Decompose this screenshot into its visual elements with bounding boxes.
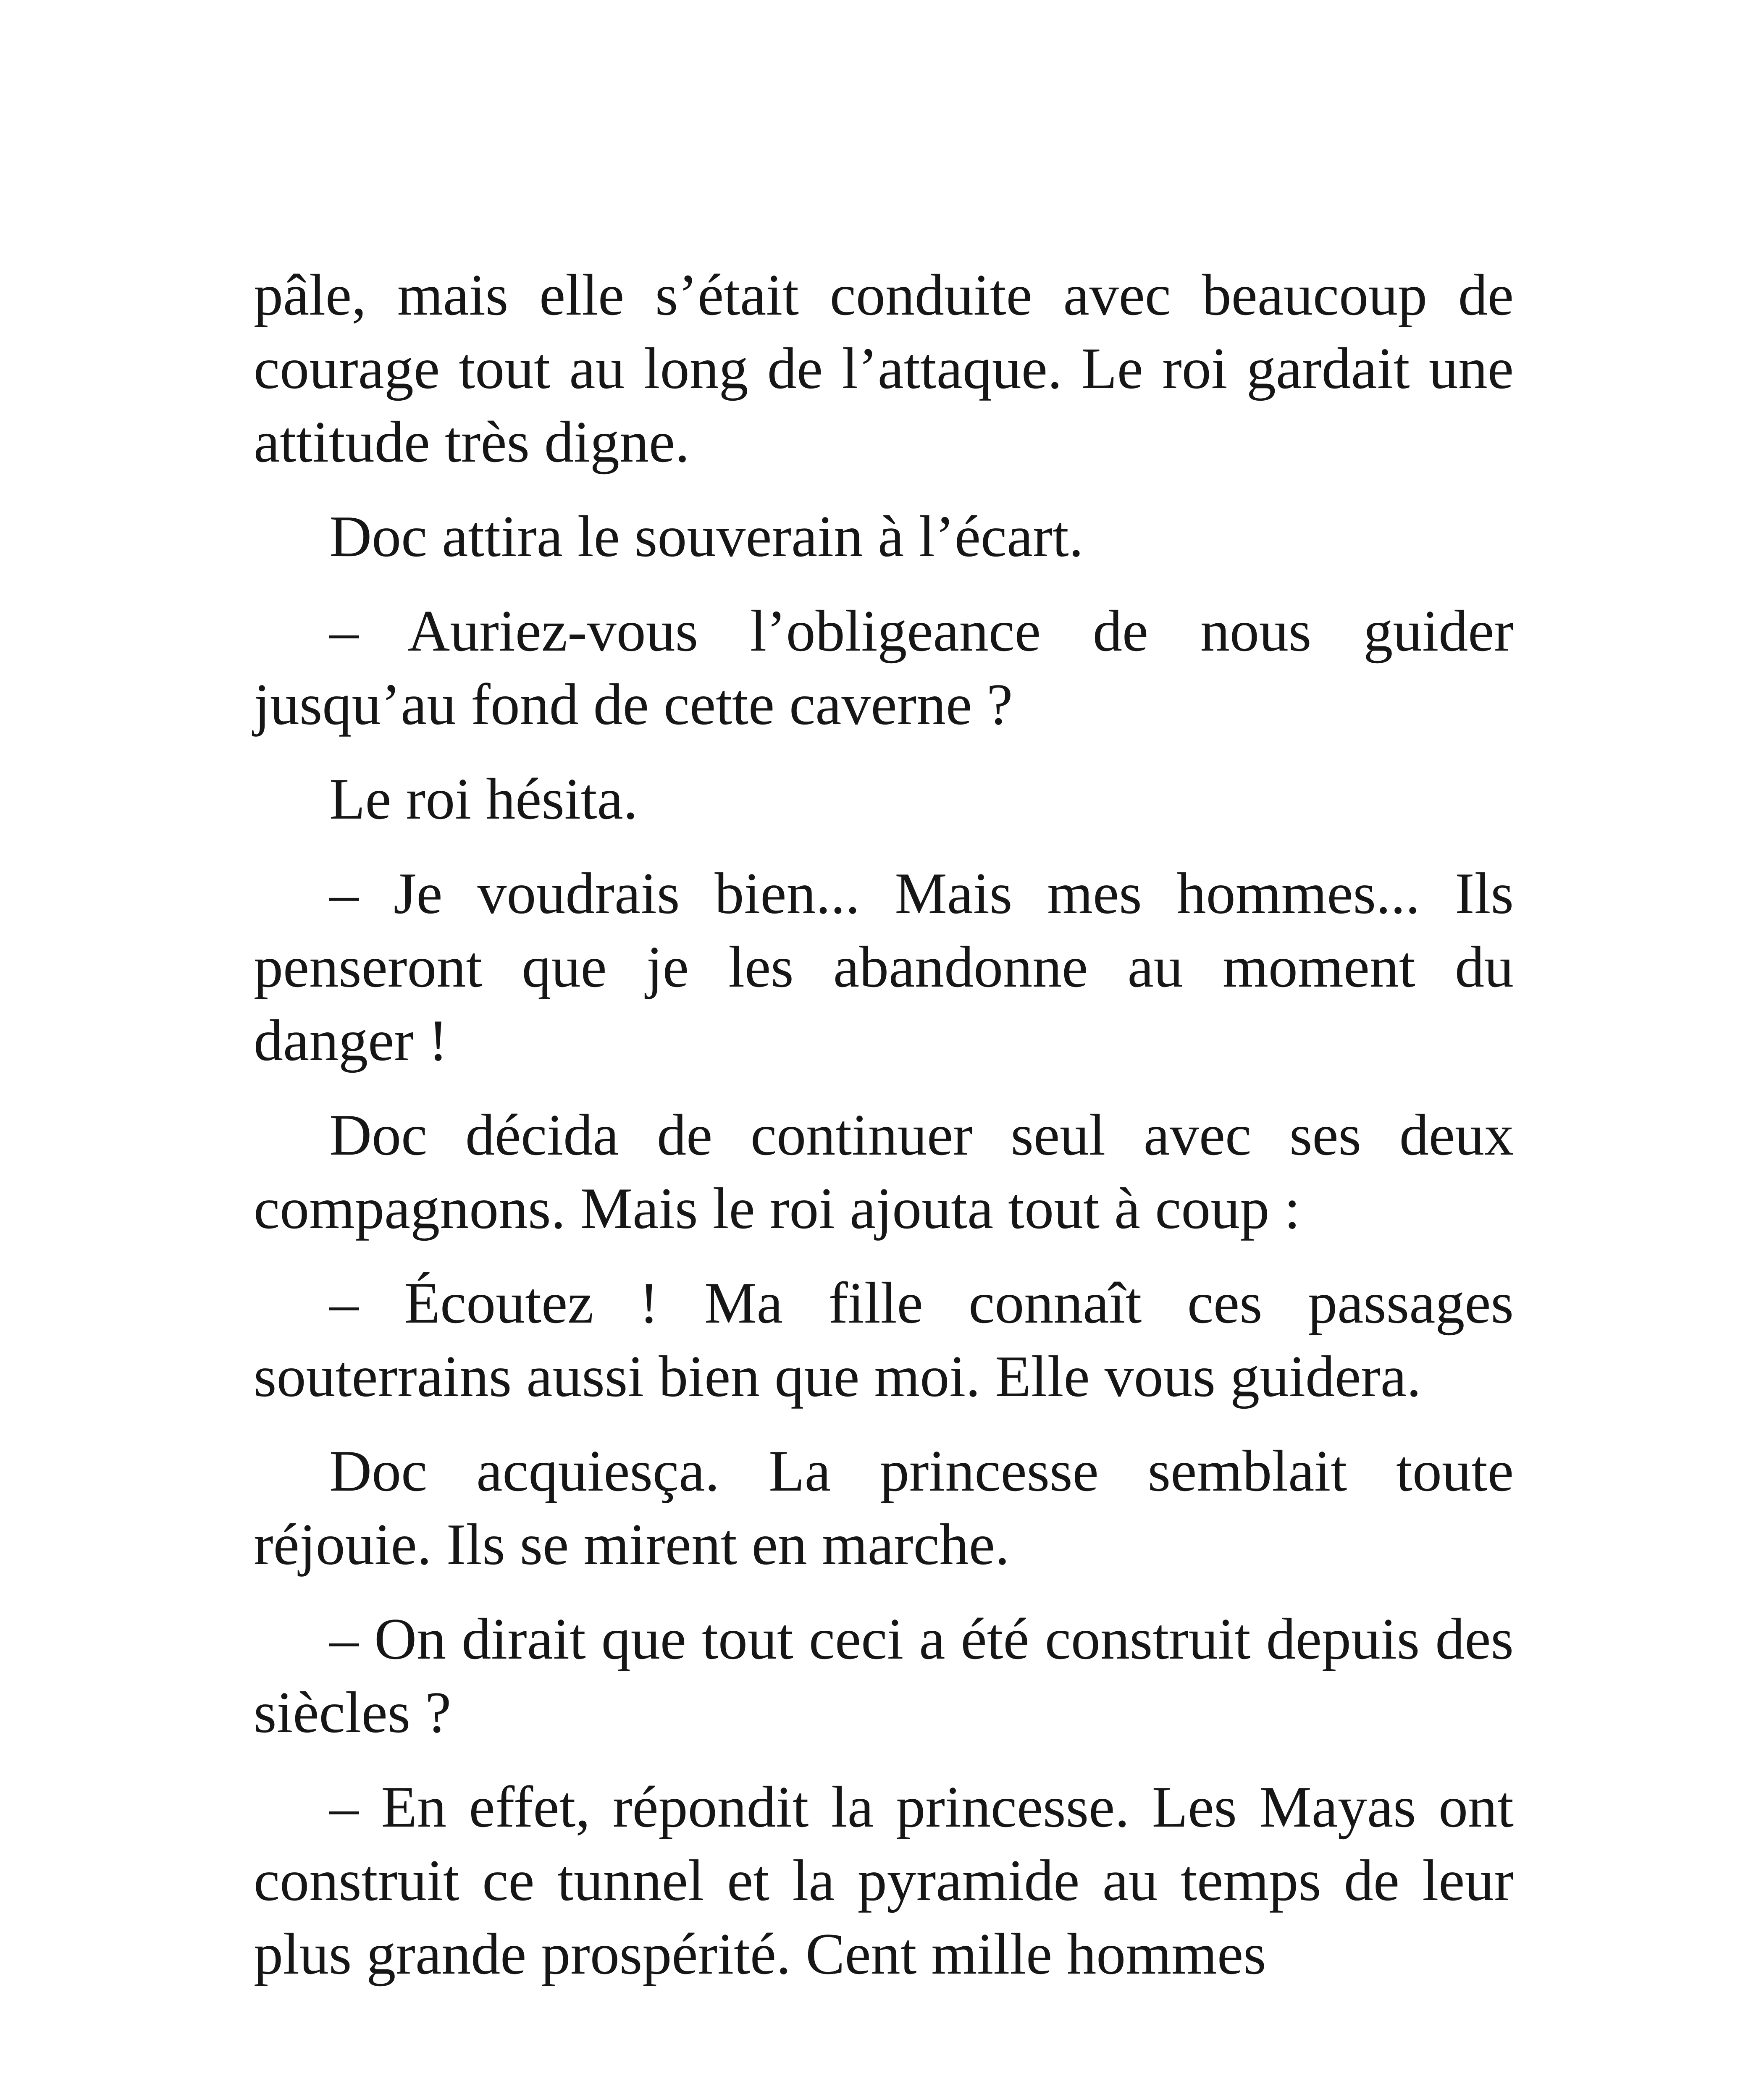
paragraph-4: Le roi hésita. (329, 766, 638, 832)
paragraph-5: – Je voudrais bien... Mais mes hommes... Ils penseront que je les abandonne au moment du danger ! (254, 861, 1514, 1073)
paragraph-8: Doc acquiesça. La princesse semblait toute réjouie. Ils se mirent en marche. (254, 1438, 1514, 1577)
paragraph-2: Doc attira le souverain à l’écart. (329, 504, 1084, 569)
paragraph-3: – Auriez-vous l’obligeance de nous guider jusqu’au fond de cette caverne ? (254, 598, 1514, 737)
paragraph-7: – Écoutez ! Ma fille connaît ces passages souterrains aussi bien que moi. Elle vous guidera. (254, 1270, 1514, 1409)
paragraph-6: Doc décida de continuer seul avec ses deux compagnons. Mais le roi ajouta tout à coup : (254, 1102, 1514, 1241)
paragraph-1: pâle, mais elle s’était conduite avec beaucoup de courage tout au long de l’attaque. Le roi gardait une attitude très digne. (254, 262, 1514, 475)
body-text (254, 258, 1514, 2012)
paragraph-9: – On dirait que tout ceci a été construit depuis des siècles ? (254, 1606, 1514, 1745)
paragraph-10: – En effet, répondit la princesse. Les Mayas ont construit ce tunnel et la pyramide au temps de leur plus grande prospérité. Cent mille hommes (254, 1774, 1514, 1987)
